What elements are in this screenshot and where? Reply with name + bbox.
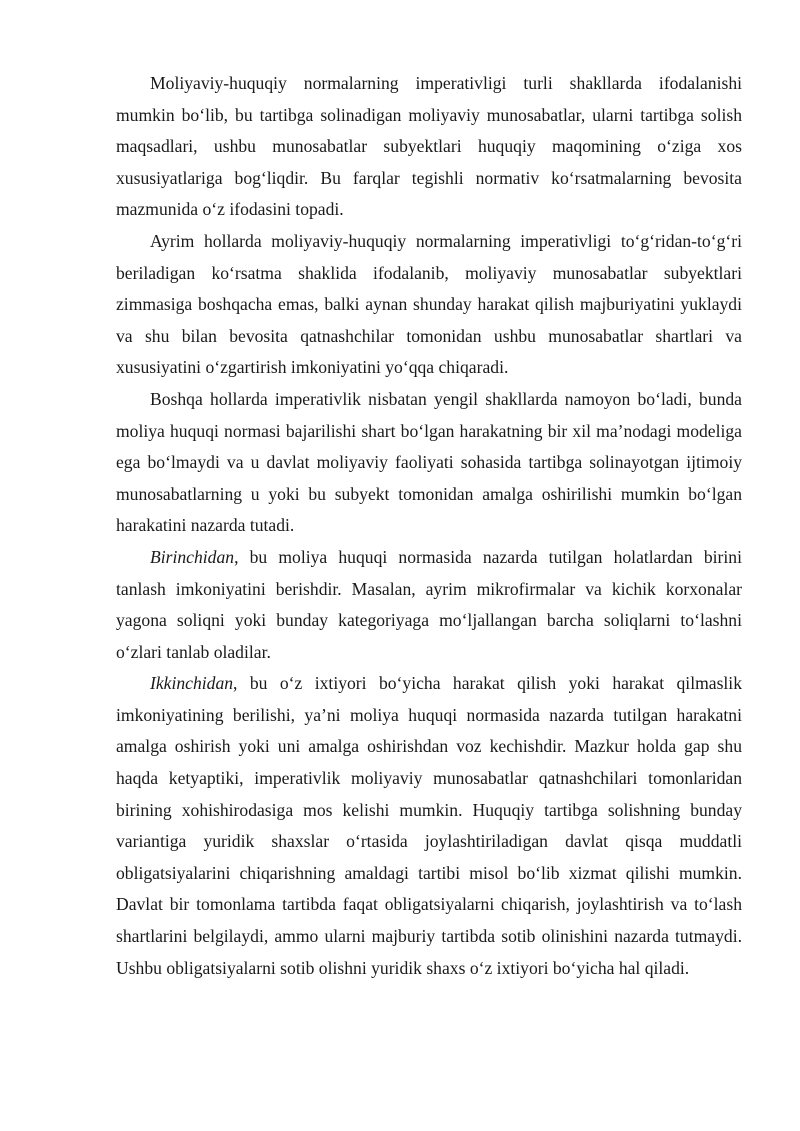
paragraph-2 xyxy=(116,226,742,384)
paragraph-4-text: , bu moliya huquqi normasida nazarda tutilgan holatlardan birini tanlash imkoniyatini berishdir. Masalan, ayrim mikrofirmalar va kichik korxonalar yagona soliqni yoki bunday kategoriyaga moʻljallangan barcha soliqlarni toʻlashni oʻzlari tanlab oladilar. xyxy=(116,546,742,662)
document-body xyxy=(116,68,742,984)
paragraph-4 xyxy=(116,542,742,668)
paragraph-1-text: Moliyaviy-huquqiy normalarning imperativligi turli shakllarda ifodalanishi mumkin boʻlib, bu tartibga solinadigan moliyaviy munosabatlar, ularni tartibga solish maqsadlari, ushbu munosabatlar subyektlari huquqiy maqomining oʻziga xos xususiyatlariga bogʻliqdir. Bu farqlar tegishli normativ koʻrsatmalarning bevosita mazmunida oʻz ifodasini topadi. xyxy=(116,73,742,220)
paragraph-5-lead: Ikkinchidan xyxy=(150,673,234,694)
paragraph-5 xyxy=(116,668,742,984)
paragraph-3 xyxy=(116,384,742,542)
paragraph-2-text: Ayrim hollarda moliyaviy-huquqiy normalarning imperativligi toʻgʻridan-toʻgʻri beriladigan koʻrsatma shaklida ifodalanib, moliyaviy munosabatlar subyektlari zimmasiga boshqacha emas, balki aynan shunday harakat qilish majburiyatini yuklaydi va shu bilan bevosita qatnashchilar tomonidan ushbu munosabatlar shartlari va xususiyatini oʻzgartirish imkoniyatini yoʻqqa chiqaradi. xyxy=(116,230,742,378)
paragraph-1 xyxy=(116,68,742,226)
paragraph-5-text: , bu oʻz ixtiyori boʻyicha harakat qilish yoki harakat qilmaslik imkoniyatining berilishi, yaʼni moliya huquqi normasida nazarda tutilgan harakatni amalga oshirish yoki uni amalga oshirishdan voz kechishdir. Mazkur holda gap shu haqda ketyaptiki, imperativlik moliyaviy munosabatlar qatnashchilari tomonlaridan birining xohishirodasiga mos kelishi mumkin. Huquqiy tartibga solishning bunday variantiga yuridik shaxslar oʻrtasida joylashtiriladigan davlat qisqa muddatli obligatsiyalarini chiqarishning amaldagi tartibi misol boʻlib xizmat qilishi mumkin. Davlat bir tomonlama tartibda faqat obligatsiyalarni chiqarish, joylashtirish va toʻlash shartlarini belgilaydi, ammo ularni majburiy tartibda sotib olinishini nazarda tutmaydi. Ushbu obligatsiyalarni sotib olishni yuridik shaxs oʻz ixtiyori boʻyicha hal qiladi. xyxy=(116,673,742,978)
paragraph-4-lead: Birinchidan xyxy=(150,546,235,567)
paragraph-3-text: Boshqa hollarda imperativlik nisbatan yengil shakllarda namoyon boʻladi, bunda moliya huquqi normasi bajarilishi shart boʻlgan harakatning bir xil maʼnodagi modeliga ega boʻlmaydi va u davlat moliyaviy faoliyati sohasida tartibga solinayotgan ijtimoiy munosabatlarning u yoki bu subyekt tomonidan amalga oshirilishi mumkin boʻlgan harakatini nazarda tutadi. xyxy=(116,388,742,536)
